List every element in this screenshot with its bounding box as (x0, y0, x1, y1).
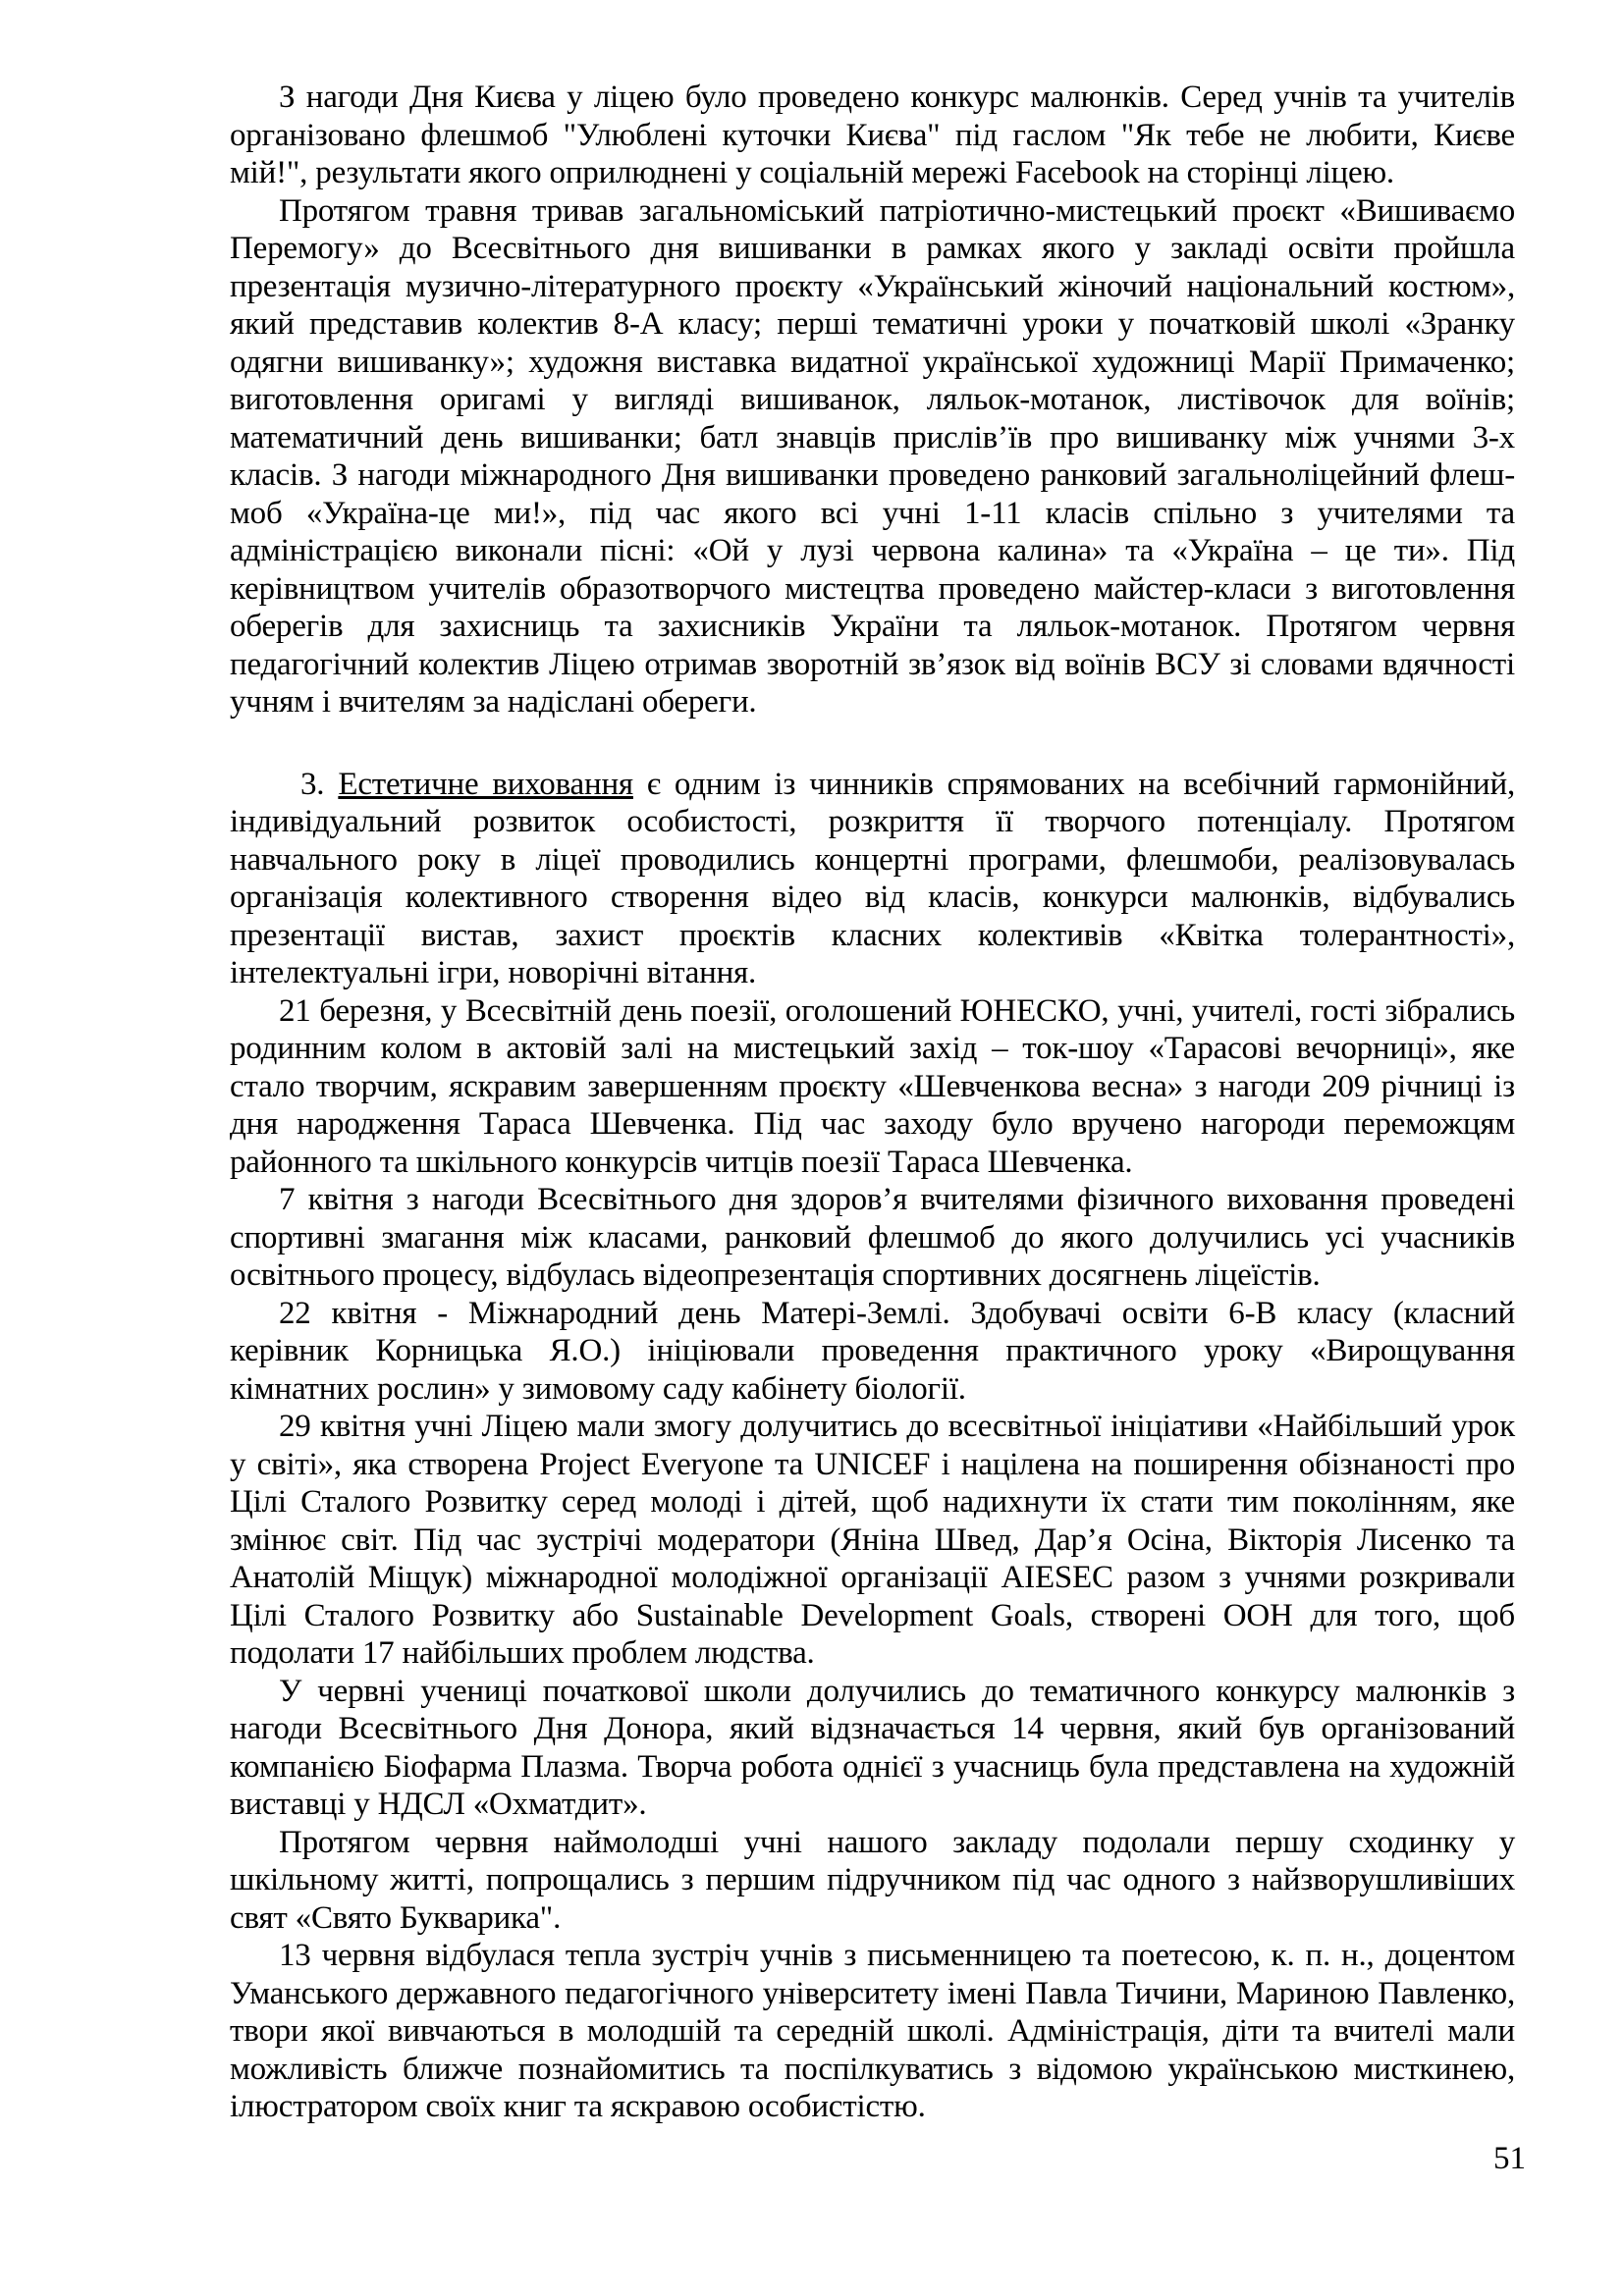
paragraph-donor-day: У червні учениці початкової школи долучились до тематичного конкурсу малюнків з нагоди Всесвітнього Дня Донора, який відзначається 14 червня, який був організований компанією Біофарма Плазма. Творча робота однієї з учасниць була представлена на художній виставці у НДСЛ «Охматдит». (230, 1673, 1515, 1822)
section-title-underlined: Естетичне виховання (338, 766, 633, 802)
paragraph-kyiv-day: З нагоди Дня Києва у ліцею було проведено конкурс малюнків. Серед учнів та учителів організовано флешмоб "Улюблені куточки Києва" під гаслом "Як тебе не любити, Києве мій!", результати якого оприлюднені у соціальній мережі Facebook на сторінці ліцею. (230, 80, 1515, 190)
section-number: 3. (300, 766, 339, 802)
section-body-text: є одним із чинників спрямованих на всебічний гармонійний, індивідуальний розвиток особистості, розкриття її творчого потенціалу. Протягом навчального року в ліцеї проводились концертні програми, флешмоби, реалізовувалась організація колективного створення відео від класів, конкурси малюнків, відбувались презентації вистав, захист проєктів класних колективів «Квітка толерантності», інтелектуальні ігри, новорічні вітання. (230, 766, 1516, 990)
page-number: 51 (1493, 2141, 1526, 2176)
paragraph-earth-day: 22 квітня - Міжнародний день Матері-Землі. Здобувачі освіти 6-В класу (класний керівник Корницька Я.О.) ініціювали проведення практичного уроку «Вирощування кімнатних рослин» у зимовому саду кабінету біології. (230, 1295, 1515, 1407)
paragraph-biggest-lesson: 29 квітня учні Ліцею мали змогу долучитись до всесвітньої ініціативи «Найбільший урок у світі», яка створена Project Everyone та UNICEF і націлена на поширення обізнаності про Цілі Сталого Розвитку серед молоді і дітей, щоб надихнути їх стати тим поколінням, яке змінює світ. Під час зустрічі модератори (Яніна Швед, Дар’я Осіна, Вікторія Лисенко та Анатолій Міщук) міжнародної молодіжної організації AIESEC разом з учнями розкривали Цілі Сталого Розвитку або Sustainable Development Goals, створені ООН для того, щоб подолати 17 найбільших проблем людства. (230, 1409, 1515, 1671)
paragraph-poetry-day: 21 березня, у Всесвітній день поезії, оголошений ЮНЕСКО, учні, учителі, гості зібрались родинним колом в актовій залі на мистецький захід – ток-шоу «Тарасові вечорниці», яке стало творчим, яскравим завершенням проєкту «Шевченкова весна» з нагоди 209 річниці із дня народження Тараса Шевченка. Під час заходу було вручено нагороди переможцям районного та шкільного конкурсів читців поезії Тараса Шевченка. (230, 992, 1515, 1180)
paragraph-vyshyvanka-project: Протягом травня тривав загальноміський патріотично-мистецький проєкт «Вишиваємо Перемогу» до Всесвітнього дня вишиванки в рамках якого у закладі освіти пройшла презентація музично-літературного проєкту «Український жіночий національний костюм», який представив колектив 8-А класу; перші тематичні уроки у початковій школі «Зранку одягни вишиванку»; художня виставка видатної української художниці Марії Примаченко; виготовлення оригамі у вигляді вишиванок, ляльок-мотанок, листівочок для воїнів; математичний день вишиванки; батл знавців прислів’їв про вишиванку між учнями 3-х класів. З нагоди міжнародного Дня вишиванки проведено ранковий загальноліцейний флеш-моб «Україна-це ми!», під час якого всі учні 1-11 класів спільно з учителями та адміністрацією виконали пісні: «Ой у лузі червона калина» та «Україна – це ти». Під керівництвом учителів образотворчого мистецтва проведено майстер-класи з виготовлення оберегів для захисниць та захисників України та ляльок-мотанок. Протягом червня педагогічний колектив Ліцею отримав зворотній зв’язок від воїнів ВСУ зі словами вдячності учням і вчителям за надіслані обереги. (230, 192, 1515, 720)
paragraph-writer-meeting: 13 червня відбулася тепла зустріч учнів з письменницею та поетесою, к. п. н., доцентом Уманського державного педагогічного університету імені Павла Тичини, Мариною Павленко, твори якої вивчаються в молодшій та середній школі. Адміністрація, діти та вчителі мали можливість ближче познайомитись та поспілкуватись з відомою українською мисткинею, ілюстратором своїх книг та яскравою особистістю. (230, 1938, 1515, 2124)
document-body (230, 79, 1515, 2126)
paragraph-section-aesthetic-education (230, 766, 1515, 992)
paragraph-health-day: 7 квітня з нагоди Всесвітнього дня здоров’я вчителями фізичного виховання проведені спортивні змагання між класами, ранковий флешмоб до якого долучились усі учасників освітнього процесу, відбулась відеопрезентація спортивних досягнень ліцеїстів. (230, 1182, 1515, 1293)
paragraph-bukvaryk-holiday: Протягом червня наймолодші учні нашого закладу подолали першу сходинку у шкільному житті, попрощались з першим підручником під час одного з найзворушливіших свят «Свято Букварика". (230, 1824, 1515, 1936)
